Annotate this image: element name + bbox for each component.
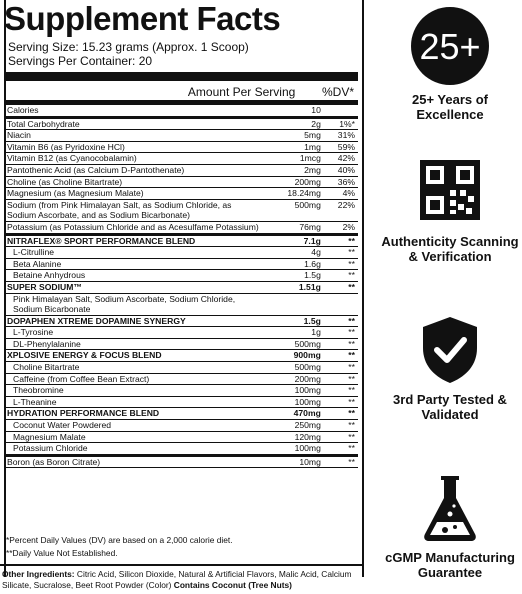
nutrient-amount: 1.5g (262, 315, 324, 327)
nutrient-amount: 120mg (262, 431, 324, 443)
nutrient-name: Coconut Water Powdered (4, 420, 262, 432)
nutrient-name: Betaine Anhydrous (4, 270, 262, 282)
footer-divider (0, 564, 364, 566)
blend-row (4, 315, 358, 327)
nutrient-amount: 100mg (262, 396, 324, 408)
nutrient-amount: 470mg (262, 408, 324, 420)
nutrient-dv: ** (324, 247, 358, 259)
blend-row (4, 350, 358, 362)
nutrient-name: L-Citrulline (4, 247, 262, 259)
nutrient-dv: ** (324, 455, 358, 468)
badge-label-years: 25+ Years of Excellence (411, 92, 488, 122)
nutrient-dv: ** (324, 408, 358, 420)
nutrient-row (4, 420, 358, 432)
column-header (8, 85, 354, 99)
nutrient-amount (262, 293, 324, 315)
nutrient-row (4, 221, 358, 234)
nutrient-name: Niacin (4, 130, 262, 142)
nutrient-amount: 200mg (262, 176, 324, 188)
badge-authenticity (380, 160, 520, 264)
nutrient-name: Vitamin B6 (as Pyridoxine HCl) (4, 141, 262, 153)
thick-divider (4, 72, 358, 81)
nutrient-row (4, 141, 358, 153)
nutrient-amount: 1mcg (262, 153, 324, 165)
nutrient-name: Sodium (from Pink Himalayan Salt, as Sodium Chloride, as Sodium Ascorbate, and as Sodium Bicarbonate) (4, 199, 262, 221)
nutrient-row (4, 385, 358, 397)
nutrient-name: DL-Phenylalanine (4, 338, 262, 350)
blend-row (4, 408, 358, 420)
nutrient-name: Pink Himalayan Salt, Sodium Ascorbate, Sodium Chloride, Sodium Bicarbonate (4, 293, 262, 315)
nutrient-amount: 10mg (262, 455, 324, 468)
nutrient-row (4, 455, 358, 468)
nutrient-name: XPLOSIVE ENERGY & FOCUS BLEND (4, 350, 262, 362)
nutrient-dv: ** (324, 373, 358, 385)
nutrient-dv: 31% (324, 130, 358, 142)
nutrient-name: Theobromine (4, 385, 262, 397)
footnote-dv: *Percent Daily Values (DV) are based on a 2,000 calorie diet. (6, 535, 233, 545)
nutrient-amount: 1.51g (262, 281, 324, 293)
nutrient-name: L-Theanine (4, 396, 262, 408)
nutrient-row (4, 431, 358, 443)
nutrient-name: Pantothenic Acid (as Calcium D-Pantothenate) (4, 164, 262, 176)
nutrient-amount: 100mg (262, 443, 324, 456)
nutrient-row (4, 258, 358, 270)
nutrient-dv (324, 293, 358, 315)
nutrient-amount: 2mg (262, 164, 324, 176)
25-plus-circle-icon (410, 6, 490, 86)
other-ingredients (2, 569, 364, 591)
nutrient-name: Total Carbohydrate (4, 117, 262, 130)
nutrient-amount: 7.1g (262, 234, 324, 247)
nutrient-amount: 1g (262, 327, 324, 339)
nutrient-row (4, 362, 358, 374)
nutrient-name: Vitamin B12 (as Cyanocobalamin) (4, 153, 262, 165)
nutrient-name: DOPAPHEN XTREME DOPAMINE SYNERGY (4, 315, 262, 327)
nutrient-name: NITRAFLEX® SPORT PERFORMANCE BLEND (4, 234, 262, 247)
nutrient-name: SUPER SODIUM™ (4, 281, 262, 293)
nutrient-name: Magnesium Malate (4, 431, 262, 443)
nutrient-dv: ** (324, 327, 358, 339)
nutrient-row (4, 338, 358, 350)
nutrient-dv: ** (324, 385, 358, 397)
nutrient-amount: 900mg (262, 350, 324, 362)
nutrient-name: Beta Alanine (4, 258, 262, 270)
nutrient-dv: ** (324, 258, 358, 270)
amount-header: Amount Per Serving (187, 85, 296, 99)
nutrient-row (4, 327, 358, 339)
nutrient-amount: 1.5g (262, 270, 324, 282)
nutrient-name: Potassium Chloride (4, 443, 262, 456)
nutrient-dv: ** (324, 420, 358, 432)
nutrient-amount: 1.6g (262, 258, 324, 270)
nutrient-dv: ** (324, 338, 358, 350)
nutrient-row (4, 443, 358, 456)
nutrient-table (4, 105, 358, 468)
nutrient-amount: 100mg (262, 385, 324, 397)
blend-row (4, 234, 358, 247)
nutrient-dv: ** (324, 443, 358, 456)
nutrient-name: Calories (4, 105, 262, 117)
25-plus-text: 25+ (419, 26, 481, 67)
badge-label-cgmp: cGMP Manufacturing Guarantee (385, 550, 515, 580)
nutrient-name: Boron (as Boron Citrate) (4, 455, 262, 468)
badge-years (380, 6, 520, 122)
nutrient-amount: 2g (262, 117, 324, 130)
nutrient-dv: ** (324, 270, 358, 282)
nutrient-row (4, 164, 358, 176)
nutrient-dv: ** (324, 362, 358, 374)
nutrient-row (4, 247, 358, 259)
nutrient-amount: 76mg (262, 221, 324, 234)
nutrient-dv: 40% (324, 164, 358, 176)
nutrient-name: Choline (as Choline Bitartrate) (4, 176, 262, 188)
nutrient-row (4, 373, 358, 385)
nutrient-amount: 500mg (262, 338, 324, 350)
nutrient-name: Caffeine (from Coffee Bean Extract) (4, 373, 262, 385)
nutrient-amount: 4g (262, 247, 324, 259)
servings-per-container: Servings Per Container: 20 (8, 54, 153, 68)
serving-size: Serving Size: 15.23 grams (Approx. 1 Scoop) (8, 40, 249, 54)
serving-info (8, 40, 249, 68)
nutrient-name: L-Tyrosine (4, 327, 262, 339)
nutrient-dv: ** (324, 350, 358, 362)
nutrient-row (4, 105, 358, 117)
nutrient-dv: 2% (324, 221, 358, 234)
nutrient-row (4, 130, 358, 142)
nutrient-dv: 36% (324, 176, 358, 188)
nutrient-amount: 500mg (262, 199, 324, 221)
nutrient-amount: 18.24mg (262, 188, 324, 200)
lab-flask-icon (421, 474, 479, 542)
other-ingredients-label: Other Ingredients: (2, 569, 75, 579)
nutrient-name: Magnesium (as Magnesium Malate) (4, 188, 262, 200)
nutrient-row (4, 188, 358, 200)
nutrient-dv: ** (324, 396, 358, 408)
nutrient-dv: 42% (324, 153, 358, 165)
nutrient-name: HYDRATION PERFORMANCE BLEND (4, 408, 262, 420)
nutrient-row (4, 293, 358, 315)
nutrient-amount: 1mg (262, 141, 324, 153)
nutrient-dv: 4% (324, 188, 358, 200)
footnote-not-established: **Daily Value Not Established. (6, 548, 118, 558)
badge-label-third-party: 3rd Party Tested & Validated (393, 392, 507, 422)
nutrient-row (4, 117, 358, 130)
other-ingredients-text: Citric Acid, Silicon Dioxide, Natural & Artificial Flavors, Malic Acid, Calcium Silicate, Sucralose, Beet Root Powder (Color) (2, 569, 352, 590)
nutrient-dv: ** (324, 234, 358, 247)
nutrient-amount: 500mg (262, 362, 324, 374)
nutrient-amount: 10 (262, 105, 324, 117)
nutrient-dv: ** (324, 315, 358, 327)
shield-check-icon (421, 316, 479, 384)
badge-third-party (380, 316, 520, 422)
nutrient-name: Potassium (as Potassium Chloride and as Acesulfame Potassium) (4, 221, 262, 234)
nutrient-amount: 200mg (262, 373, 324, 385)
nutrient-dv: 22% (324, 199, 358, 221)
panel-title: Supplement Facts (4, 0, 281, 37)
nutrient-row (4, 199, 358, 221)
badge-cgmp (380, 474, 520, 580)
blend-row (4, 281, 358, 293)
nutrient-row (4, 270, 358, 282)
nutrient-dv: 1%* (324, 117, 358, 130)
qr-code-icon (420, 160, 480, 220)
nutrient-dv: 59% (324, 141, 358, 153)
nutrient-row (4, 396, 358, 408)
badge-label-authenticity: Authenticity Scanning & Verification (381, 234, 519, 264)
nutrient-name: Choline Bitartrate (4, 362, 262, 374)
nutrient-amount: 5mg (262, 130, 324, 142)
nutrient-dv: ** (324, 281, 358, 293)
nutrient-row (4, 153, 358, 165)
nutrient-dv (324, 105, 358, 117)
dv-header: %DV* (321, 85, 354, 99)
allergen-statement: Contains Coconut (Tree Nuts) (173, 580, 292, 590)
nutrient-dv: ** (324, 431, 358, 443)
nutrient-row (4, 176, 358, 188)
nutrient-amount: 250mg (262, 420, 324, 432)
